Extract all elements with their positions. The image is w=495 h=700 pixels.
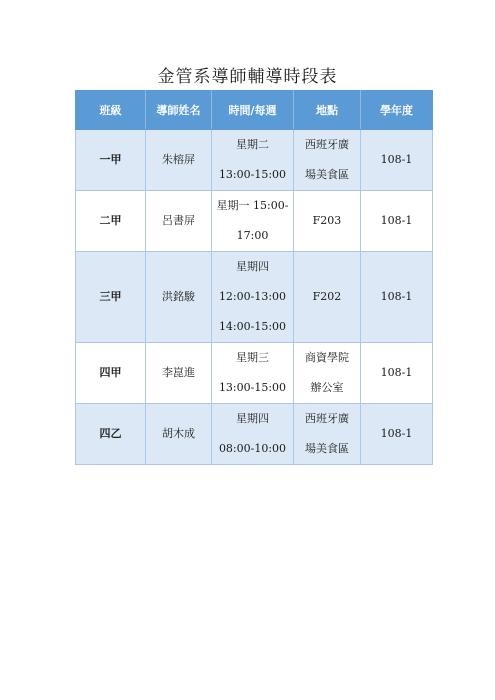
header-location: 地點 [294,91,361,130]
location-line: 西班牙廣 [305,138,349,151]
time-line: 13:00-15:00 [218,381,287,394]
time-line: 星期二 [236,138,269,151]
time-cell [212,343,294,404]
location-cell [294,404,361,465]
teacher-cell: 李崑進 [146,343,212,404]
time-line: 星期一 15:00- [216,199,289,212]
header-row [76,91,433,130]
time-line: 08:00-10:00 [218,442,287,455]
time-cell [212,252,294,343]
year-cell: 108-1 [361,343,433,404]
time-cell [212,404,294,465]
year-cell: 108-1 [361,130,433,191]
table-row [76,404,433,465]
table-row [76,130,433,191]
location-line: F203 [312,214,342,227]
time-cell [212,191,294,252]
teacher-cell: 朱榕屏 [146,130,212,191]
location-line: 場美食區 [305,168,349,181]
header-class: 班級 [76,91,146,130]
location-line: 商資學院 [305,351,349,364]
year-cell: 108-1 [361,404,433,465]
teacher-cell: 胡木成 [146,404,212,465]
location-line: F202 [312,290,342,303]
header-year: 學年度 [361,91,433,130]
time-cell [212,130,294,191]
header-time: 時間/每週 [212,91,294,130]
location-cell [294,130,361,191]
location-line: 辦公室 [310,381,344,394]
location-cell [294,252,361,343]
time-line: 星期四 [236,412,269,425]
year-cell: 108-1 [361,191,433,252]
class-cell: 一甲 [76,130,146,191]
location-cell [294,343,361,404]
class-cell: 四甲 [76,343,146,404]
header-teacher: 導師姓名 [146,91,212,130]
table-row [76,191,433,252]
schedule-table [75,90,433,465]
time-line: 13:00-15:00 [218,168,287,181]
time-line: 星期四 [236,260,269,273]
time-line: 14:00-15:00 [218,320,287,333]
table-row [76,343,433,404]
page-title: 金管系導師輔導時段表 [157,67,338,87]
teacher-cell: 洪銘駿 [146,252,212,343]
class-cell: 二甲 [76,191,146,252]
location-cell [294,191,361,252]
teacher-cell: 呂書屏 [146,191,212,252]
location-line: 場美食區 [305,442,349,455]
time-line: 17:00 [236,229,269,242]
table-row [76,252,433,343]
class-cell: 三甲 [76,252,146,343]
class-cell: 四乙 [76,404,146,465]
time-line: 星期三 [236,351,269,364]
year-cell: 108-1 [361,252,433,343]
time-line: 12:00-13:00 [218,290,287,303]
location-line: 西班牙廣 [305,412,349,425]
